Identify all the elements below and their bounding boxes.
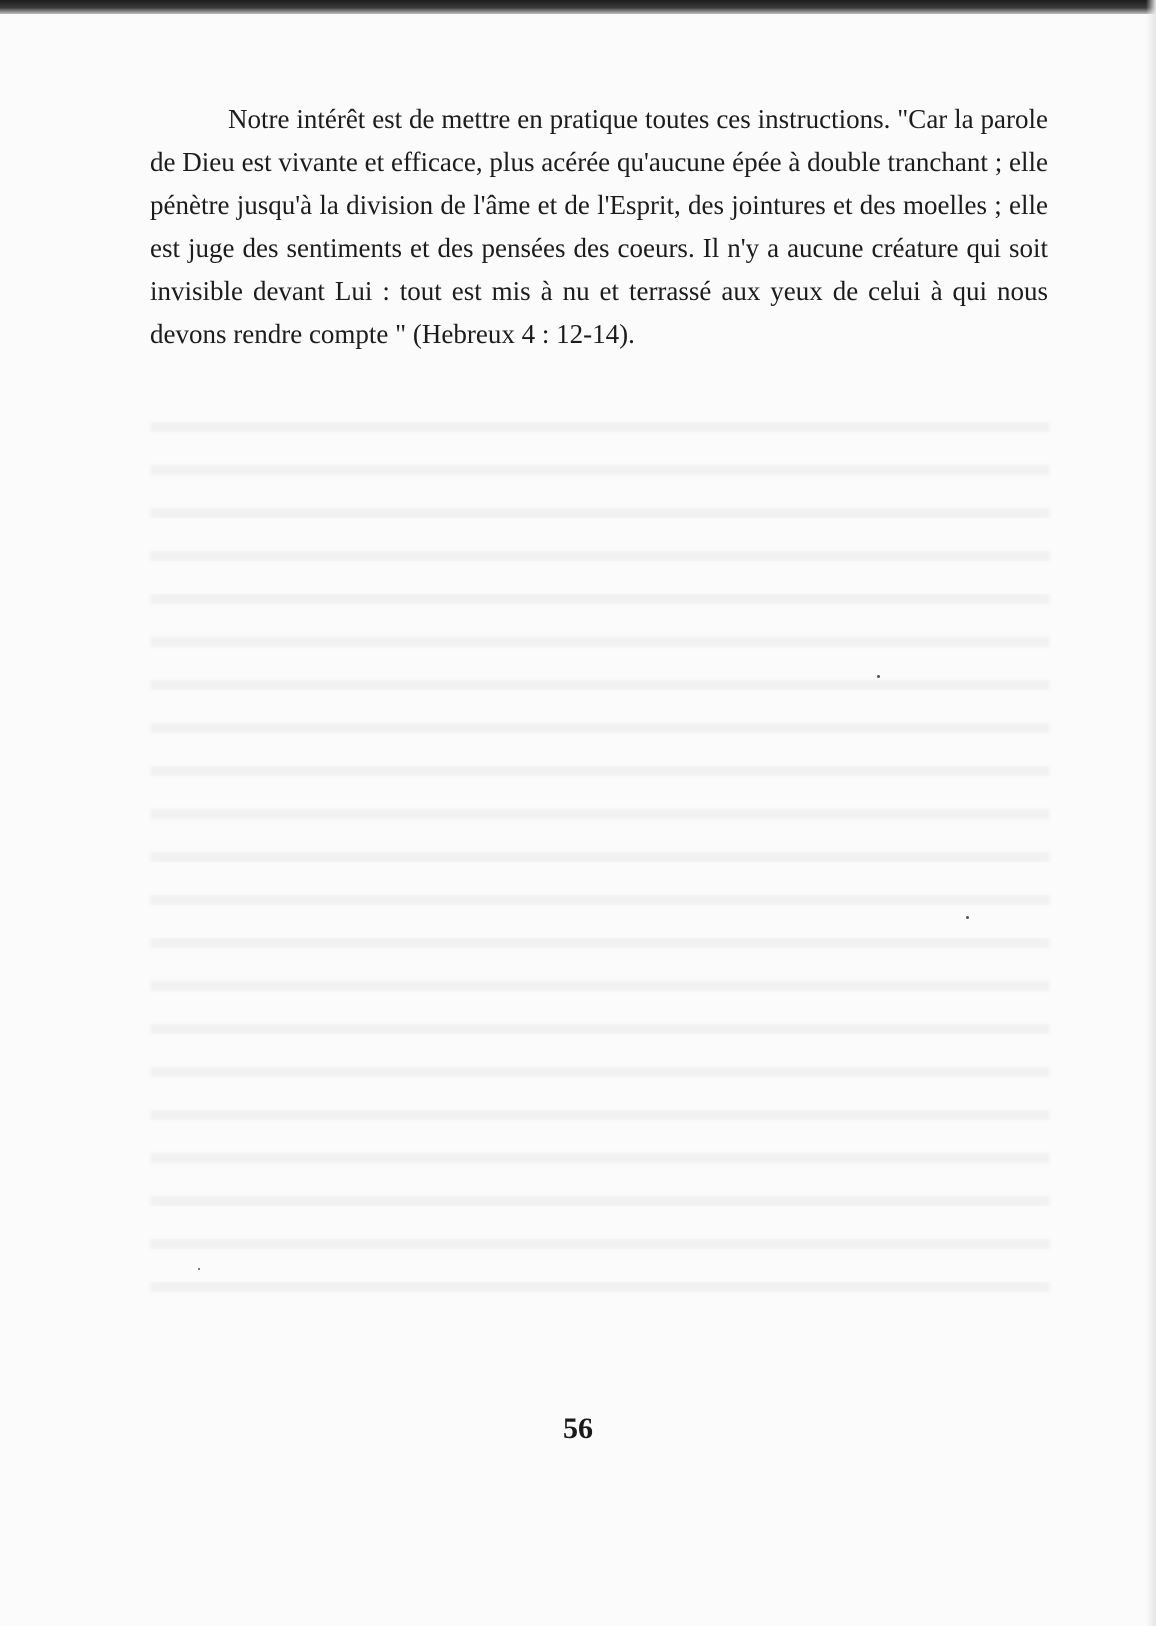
dust-speck	[877, 675, 880, 678]
dust-speck	[966, 916, 969, 919]
scanner-side-shadow	[1146, 0, 1156, 1626]
show-through-text	[150, 400, 1050, 1300]
scanner-top-edge	[0, 0, 1156, 14]
body-paragraph: Notre intérêt est de mettre en pratique toutes ces instructions. "Car la parole de Dieu est vivante et efficace, plus acérée qu'aucune épée à double tranchant ; elle pénètre jusqu'à la division de l'âme et de l'Esprit, des jointures et des moelles ; elle est juge des sentiments et des pensées des coeurs. Il n'y a aucune créature qui soit invisible devant Lui : tout est mis à nu et terrassé aux yeux de celui à qui nous devons rendre compte " (Hebreux 4 : 12-14).	[150, 104, 1048, 349]
dust-speck	[198, 1268, 200, 1270]
page-number: 56	[563, 1412, 593, 1445]
